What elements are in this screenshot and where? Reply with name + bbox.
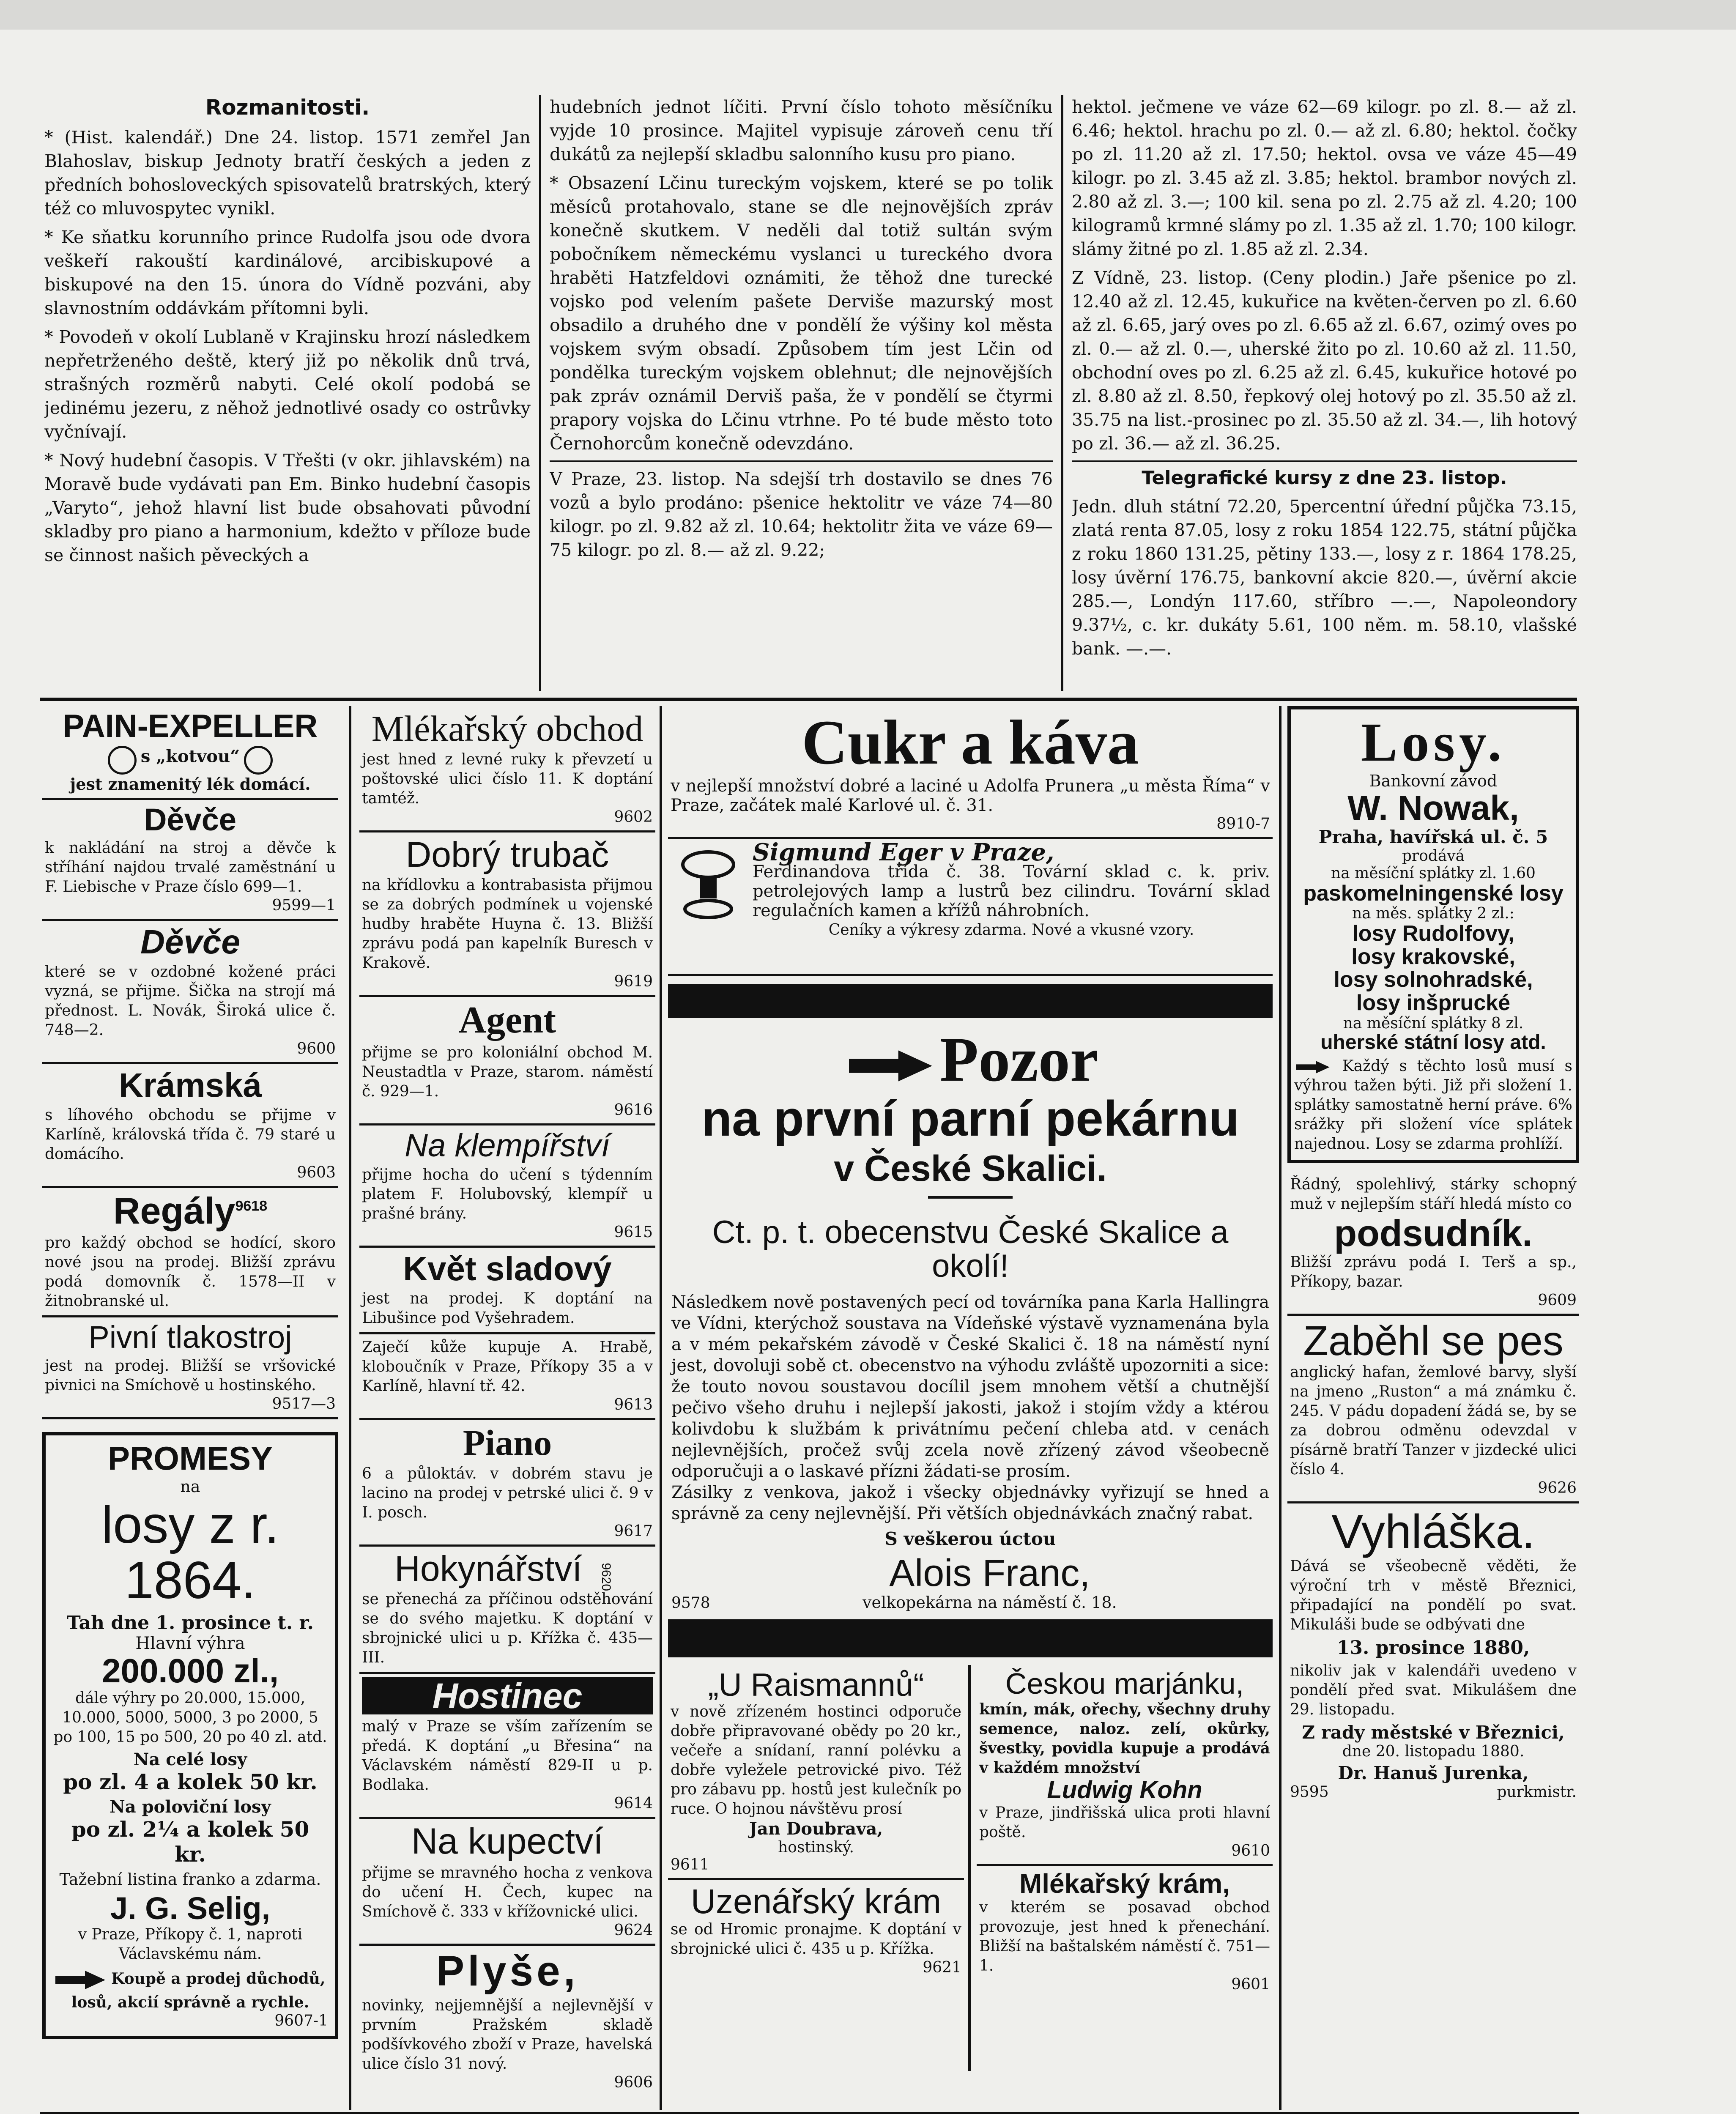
ad-number: 9613 xyxy=(614,1396,653,1413)
black-band xyxy=(668,984,1273,1018)
anchor-icon xyxy=(244,746,273,775)
ad-text: po zl. 4 a kolek 50 kr. xyxy=(63,1769,318,1794)
ad-text: pro každý obchod se hodící, skoro nové jsou na prodej. Bližší zprávu podá domovník č. 1578—II v žitnobranské ul. xyxy=(45,1234,336,1310)
ad-text: novinky, nejjemnější a nejlevnější v prvním Pražském skladě podšívkového zboží v Praze, havelská ulice číslo 31 nový. xyxy=(362,1996,653,2073)
ad-number: 9626 xyxy=(1538,1479,1577,1497)
ad-text: jest hned z levné ruky k převzetí u poštovské ulici číslo 11. K doptání tamtéž. xyxy=(362,751,653,808)
ad-devce-1 xyxy=(42,800,338,921)
ad-firm: Alois Franc, xyxy=(889,1552,1090,1594)
ad-pekarna xyxy=(668,1024,1273,1612)
ad-text: Ferdinandova třída č. 38. Tovární sklad c. k. priv. petrolejových lamp a lustrů bez cilindru. Tovární sklad regulačních kamen a křížů náhrobních. xyxy=(753,862,1270,920)
ad-uzenarsky-kram xyxy=(668,1880,964,1981)
ad-headline: Cukr a káva xyxy=(802,707,1139,778)
ad-headline: Hostinec xyxy=(362,1677,653,1714)
ad-number: 9595 xyxy=(1290,1783,1329,1801)
ad-text: jest na prodej. Bližší se vršovické pivnici na Smíchově u hostinského. xyxy=(45,1357,336,1394)
ad-text: jest znamenitý lék domácí. xyxy=(70,774,311,794)
column-rule xyxy=(349,706,351,2110)
ad-headline: Na kupectví xyxy=(411,1821,604,1862)
ad-text: Zásilky z venkova, jakož i všecky objednávky vyřizují se hned a správně za ceny nejlevnější. Při větších objednávkách značný rabat. xyxy=(671,1482,1269,1523)
ad-number: 9624 xyxy=(614,1921,653,1939)
ad-text: dne 20. listopadu 1880. xyxy=(1342,1742,1525,1760)
section-divider xyxy=(40,698,1577,701)
news-item: * Ke sňatku korunního prince Rudolfa jsou ode dvora veškeří rakouští kardinálové, arcibiskupové a biskupové na den 15. února do Vídně pozváni, aby slavnostním oddávkám přítomni byli. xyxy=(44,227,531,318)
ad-headline: Pivní tlakostroj xyxy=(88,1319,292,1355)
ad-text: prodává xyxy=(1402,847,1465,865)
ad-plyse xyxy=(359,1946,655,2096)
ad-headline: Uzenářský krám xyxy=(690,1882,942,1921)
ad-text: Tažební listina franko a zdarma. xyxy=(59,1870,321,1889)
telegraph-heading: Telegrafické kursy z dne 23. listop. xyxy=(1142,467,1507,489)
ad-text: Zaječí kůže kupuje A. Hrabě, kloboučník v Praze, Příkopy 35 a v Karlíně, hlavní tř. 42. xyxy=(362,1338,653,1395)
section-heading: Rozmanitosti. xyxy=(205,95,370,120)
ad-text: které se v ozdobné kožené práci vyzná, se přijme. Šička na strojí má přednost. L. Novák, Široká ulice č. 748—2. xyxy=(45,963,336,1039)
ad-agent xyxy=(359,997,655,1125)
ad-text: na měsíční splátky zl. 1.60 xyxy=(1331,864,1536,882)
ad-text: losy krakovské, xyxy=(1351,944,1515,969)
ad-number: 9603 xyxy=(297,1164,336,1182)
scan-top-edge xyxy=(0,0,1736,30)
ad-cukr-a-kava xyxy=(668,706,1273,839)
ad-text: Bankovní závod xyxy=(1369,771,1498,790)
ad-zabehl-se-pes xyxy=(1287,1316,1579,1503)
ad-number: 9607-1 xyxy=(274,2012,328,2029)
ad-number: 9611 xyxy=(671,1856,709,1874)
ad-headline: Děvče xyxy=(144,802,237,837)
ad-text: Následkem nově postavených pecí od továrníka pana Karla Hallingra ve Vídni, kterýchož soustava na Vídeňské výstavě vyznamenána byla a v mém pekařském závodě v České Skalici č. 18 na náměstí nyní jest, dovoluji sobě ct. obecenstvo na výhodu zvláště upozorniti a sice: že touto novou soustavou docílil jsem mnohem větší a chutnější pečivo všeho druhu i nejlepší jakosti, jakož i stojím vždy a ktérou kolivdobu k službám k privátnímu pečení chleba atd. v cenách nejlevnějších, pročež svůj zcela nově zřízený závod všeobecně odporučuji a o laskavé přízni žádati-se prosím. xyxy=(671,1292,1269,1481)
ad-mlekarsky-kram xyxy=(977,1866,1273,1998)
ad-number: 8910-7 xyxy=(1216,815,1270,832)
ad-headline: Ct. p. t. obecenstvu České Skalice a okolí! xyxy=(712,1214,1229,1284)
news-column-3 xyxy=(1072,95,1577,691)
ad-text: s líhového obchodu se přijme v Karlíně, královská třída č. 79 staré u domácího. xyxy=(45,1106,336,1163)
ad-hostinec xyxy=(359,1674,655,1819)
ad-number: 9601 xyxy=(1231,1975,1270,1993)
ad-text: uherské státní losy atd. xyxy=(1320,1031,1546,1054)
ad-number: 9621 xyxy=(923,1959,961,1977)
ad-text: na křídlovku a kontrabasista přijmou se za dobrých podmínek u vojenské hudby hraběte Huyna č. 13. Bližší zprávu podá pan kapelník Buresch v Krakově. xyxy=(362,876,653,972)
ad-text: kmín, mák, ořechy, všechny druhy semence, naloz. zelí, okůrky, švestky, povidla kupuje a prodává v každém množství xyxy=(979,1700,1270,1777)
ad-text: losy solnohradské, xyxy=(1333,967,1533,992)
ad-text: Tah dne 1. prosince t. r. xyxy=(67,1612,314,1634)
ad-text: Bližší zprávu podá I. Terš a sp., Příkopy, bazar. xyxy=(1290,1254,1577,1291)
telegraph-rates: Jedn. dluh státní 72.20, 5percentní úřední půjčka 73.15, zlatá renta 87.05, losy z roku 1854 122.75, státní půjčka z roku 1860 131.25, pětiny 133.—, losy z r. 1864 178.25, losy úvěrní 176.75, bankovní akcie 820.—, úvěrní akcie 285.—, Londýn 117.60, stříbro —.—, Napoleondory 9.37½, c. kr. dukáty 5.61, 100 něm. m. 58.10, vlašské bank. —.—. xyxy=(1072,496,1577,659)
ad-number: 9578 xyxy=(671,1594,710,1612)
ad-headline: Losy. xyxy=(1361,712,1506,773)
ad-number: 9619 xyxy=(614,973,653,991)
ad-headline: „U Raismannů“ xyxy=(708,1667,924,1703)
ad-pain-expeller xyxy=(42,706,338,800)
ad-headline: Květ sladový xyxy=(403,1249,612,1287)
ad-text: Ceníky a výkresy zdarma. Nové a vkusné vzory. xyxy=(828,921,1194,939)
column-rule xyxy=(539,95,541,691)
ad-text: přijme se pro koloniální obchod M. Neustadtla v Praze, starom. náměstí č. 929—1. xyxy=(362,1043,653,1100)
pointing-hand-icon xyxy=(1294,1059,1332,1076)
ad-number: 9602 xyxy=(614,808,653,826)
news-item: * Povodeň v okolí Lublaně v Krajinsku hrozí následkem nepřetrženého deště, který již po několik dnů trvá, strašných rozměrů nabyti. Celé okolí podobá se jedinému jezeru, z něhož jednotlivé osady co ostrůvky vyčnívají. xyxy=(44,327,531,442)
bottom-rule xyxy=(40,2112,1579,2114)
ad-number: 9609 xyxy=(1538,1292,1577,1309)
news-item: * Nový hudební časopis. V Třešti (v okr. jihlavském) na Moravě bude vydávati pan Em. Binko hudební časopis „Varyto“, jehož hlavní list bude obsahovati původní skladby pro piano a harmonium, kdežto v příloze bude se činnost našich pěveckých a xyxy=(44,450,531,565)
news-item: * (Hist. kalendář.) Dne 24. listop. 1571 zemřel Jan Blahoslav, biskup Jednoty bratří českých a jeden z předních bohosloveckých spisovatelů bratrských, který též co mluvospytec vynikl. xyxy=(44,127,531,219)
ad-text: losy inšprucké xyxy=(1356,990,1511,1015)
ad-text: v Praze, jindřišská ulica proti hlavní poště. xyxy=(979,1804,1270,1841)
market-report: hektol. ječmene ve váze 62—69 kilogr. po zl. 8.— až zl. 6.46; hektol. hrachu po zl. 0.— až zl. 6.80; hektol. čočky po zl. 11.20 až zl. 17.50; hektol. ovsa ve váze 45—49 kilogr. po zl. 3.45 až zl. 3.85; hektol. brambor nových zl. 2.80 až zl. 3.—; 100 kil. sena po zl. 2.75 až zl. 4.20; 100 kilogramů krmné slámy po zl. 1.35 až zl. 1.70; 100 kilogr. slámy žitné po zl. 1.85 až zl. 2.34. xyxy=(1072,97,1577,259)
ad-text: s „kotvou“ xyxy=(140,746,240,767)
ad-ceska-marjanka xyxy=(977,1665,1273,1866)
ad-devce-2 xyxy=(42,921,338,1064)
ad-text: se přenechá za příčinou odstěhování se do svého majetku. K doptání v sbrojnické ulici u p. Křížka č. 435—III. xyxy=(362,1591,653,1667)
ads-column-2 xyxy=(359,706,655,2110)
ad-text: hostinský. xyxy=(778,1839,854,1857)
ad-headline: Pozor xyxy=(939,1024,1098,1095)
ad-text: přijme hocha do učení s týdenním platem F. Holubovský, klempíř u prašné brány. xyxy=(362,1166,653,1222)
ad-text: Praha, havířská ul. č. 5 xyxy=(1318,826,1548,847)
ad-headline: 200.000 zl., xyxy=(101,1651,279,1690)
ad-headline: PROMESY xyxy=(107,1439,273,1477)
ad-text: Řádný, spolehlivý, stárky schopný muž v nejlepším stáří hledá místo co xyxy=(1290,1175,1577,1213)
ad-regaly xyxy=(42,1188,338,1317)
ad-dobry-trubac xyxy=(359,832,655,997)
ad-headline: Agent xyxy=(459,999,556,1041)
ad-u-raismannu xyxy=(668,1665,964,1880)
ad-text: na xyxy=(180,1477,200,1496)
ad-mlekarsky-obchod xyxy=(359,706,655,832)
ad-kvet-sladovy xyxy=(359,1248,655,1334)
ad-sigmund-eger xyxy=(668,839,1273,976)
ad-text: 6 a půloktáv. v dobrém stavu je lacino na prodej v petrské ulici č. 9 v I. posch. xyxy=(362,1465,653,1522)
ad-headline: na první parní pekárnu xyxy=(701,1091,1240,1147)
ad-text: Na celé losy xyxy=(133,1749,247,1769)
item-rule xyxy=(1072,460,1577,462)
ad-headline: Regály xyxy=(113,1190,235,1232)
ad-headline: Mlékařský krám, xyxy=(1019,1868,1230,1899)
ad-text: v nejlepší množství dobré a laciné u Adolfa Prunera „u města Říma“ v Praze, začátek malé Karlové ul. č. 31. xyxy=(671,776,1270,815)
ad-headline: Piano xyxy=(463,1422,552,1463)
column-rule xyxy=(1061,95,1063,691)
news-column-2 xyxy=(550,95,1053,691)
ad-text: dále výhry po 20.000, 15.000, 10.000, 5000, 5000, 3 po 2000, 5 po 100, 15 po 500, 20 po 40 zl. atd. xyxy=(53,1689,327,1746)
ad-headline: Zaběhl se pes xyxy=(1303,1317,1563,1364)
ad-text: anglický hafan, žemlové barvy, slyší na jmeno „Ruston“ a má známku č. 245. V pádu dopadení žádá se, by se za dobrou odměnu odevzdal v písárně bratří Tanzer v jizdecké ulici číslo 4. xyxy=(1290,1364,1577,1479)
ad-number: 9615 xyxy=(614,1223,653,1241)
lamp-icon xyxy=(676,848,740,920)
ad-text: k nakládání na stroj a děvče k stříhání najdou trvalé zaměstnání u F. Liebische v Praze číslo 699—1. xyxy=(45,839,336,896)
ad-text: Koupě a prodej důchodů, losů, akcií správně a rychle. xyxy=(71,1969,326,2011)
ad-text: jest na prodej. K doptání na Libušince pod Vyšehradem. xyxy=(362,1290,653,1327)
ad-losy xyxy=(1287,706,1579,1163)
ad-text: velkopekárna na náměstí č. 18. xyxy=(863,1593,1117,1612)
ad-text: paskomelningenské losy xyxy=(1303,881,1563,906)
ad-number: 9617 xyxy=(614,1523,653,1540)
ad-text: v nově zřízeném hostinci odporuče dobře připravované obědy po 20 kr., večeře a snídaní, ranní polévku a dobře vyležele petrovické pivo. Též pro zábavu pp. hostů jest kulečník po ruce. O hojnou návštěvu prosí xyxy=(671,1703,961,1818)
ad-text: na měsíční splátky 8 zl. xyxy=(1343,1014,1524,1032)
ad-text: na měs. splátky 2 zl.: xyxy=(1352,905,1514,923)
ad-headline: podsudník. xyxy=(1334,1212,1533,1254)
ad-na-klempirstvi xyxy=(359,1125,655,1248)
ad-headline: Hokynářství xyxy=(394,1549,582,1589)
ad-firm: Sigmund Eger v Praze, xyxy=(753,839,1054,866)
ad-number: 9599—1 xyxy=(272,897,336,915)
ad-text: se od Hromic pronajme. K doptání v sbrojnické ulici č. 435 u p. Křížka. xyxy=(671,1921,961,1958)
ad-text: Z rady městské v Březnici, xyxy=(1302,1722,1565,1743)
ad-text: 13. prosince 1880, xyxy=(1336,1637,1530,1659)
item-rule xyxy=(550,460,1053,462)
ad-firm: J. G. Selig, xyxy=(110,1890,271,1926)
ad-number: 9517—3 xyxy=(272,1395,336,1413)
ad-number: 9618 xyxy=(235,1198,268,1215)
ornament-rule xyxy=(928,1196,1013,1199)
ad-headline: Dobrý trubač xyxy=(405,835,609,875)
ad-kramska xyxy=(42,1064,338,1188)
news-item: * Obsazení Lčinu tureckým vojskem, které se po tolik měsíců protahovalo, stane se dle nejnovějších zpráv konečně skutkem. V neděli dal totiž sultán svým pobočníkem německému vyslanci u tureckého dvora hraběti Hatzfeldovi oznámiti, že těhož dne turecké vojsko pod velením pašete Derviše mazurský most obsadilo a druhého dne v pondělí že výšiny kol města vojskem svým obsadí. Způsobem tím jest Lčin od pondělka tureckým vojskem oblehnut; dle nejnovějších pak zpráv oznámil Derviš paša, že v pondělí se čtyrmi prapory vojska do Lčinu vtrhne. Po té bude město toto Černohorcům konečně odevzdáno. xyxy=(550,173,1053,454)
ad-number: 9610 xyxy=(1231,1842,1270,1859)
ad-pivni-tlakostroj xyxy=(42,1317,338,1419)
pointing-hand-icon xyxy=(55,1967,106,1993)
market-report: Z Vídně, 23. listop. (Ceny plodin.) Jaře pšenice po zl. 12.40 až zl. 12.45, kukuřice na květen-červen po zl. 6.60 až zl. 6.65, jarý oves po zl. 6.65 až zl. 6.67, ozimý oves po zl. 0.— až zl. 0.—, uherské žito po zl. 10.60 až zl. 11.50, obchodní oves po zl. 6.25 až zl. 6.45, kukuřice hotové po zl. 8.80 až zl. 8.50, řepkový olej hotový po zl. 35.50 až zl. 35.75 na list.-prosinec po zl. 35.50 až zl. 34.—, lih hotový po zl. 36.— až zl. 36.25. xyxy=(1072,268,1577,454)
column-rule xyxy=(660,706,662,2110)
ad-firm: Ludwig Kohn xyxy=(1047,1776,1202,1804)
column-rule xyxy=(1279,706,1281,2110)
ad-text: losy Rudolfovy, xyxy=(1352,921,1514,946)
ad-headline: losy z r. 1864. xyxy=(101,1496,279,1610)
ad-piano xyxy=(359,1420,655,1547)
ad-text: S veškerou úctou xyxy=(884,1528,1056,1549)
ad-firm: W. Nowak, xyxy=(1347,789,1519,827)
ad-headline: Vyhláška. xyxy=(1331,1505,1535,1558)
ad-firm: Jan Doubrava, xyxy=(749,1819,883,1839)
ad-headline: PAIN-EXPELLER xyxy=(63,708,318,744)
ad-headline: Děvče xyxy=(140,923,240,961)
ad-hokynarstvi xyxy=(359,1547,655,1674)
ad-vyhlaska xyxy=(1287,1503,1579,1805)
ad-number: 9600 xyxy=(297,1040,336,1058)
ad-text: Dává se všeobecně věděti, že výroční trh v městě Březnici, připadající na pondělí po svat. Mikuláši bude se odbývati dne xyxy=(1290,1557,1577,1633)
ad-text: Na poloviční losy xyxy=(110,1796,271,1817)
anchor-icon xyxy=(108,746,137,775)
ad-text: purkmistr. xyxy=(1497,1783,1577,1801)
ad-headline: Českou marjánku, xyxy=(1005,1667,1244,1701)
news-column-1 xyxy=(44,95,531,691)
ad-headline: Mlékařský obchod xyxy=(371,708,643,749)
ad-headline: Krámská xyxy=(118,1066,262,1104)
ad-text: Hlavní výhra xyxy=(135,1633,245,1653)
ad-promesy xyxy=(42,1432,338,2039)
news-item: hudebních jednot líčiti. První číslo tohoto měsíčníku vyjde 10 prosince. Majitel vypisuje zároveň cenu tří dukátů za nejlepší skladbu salonního kusu pro piano. xyxy=(550,97,1053,164)
ad-text: v kterém se posavad obchod provozuje, jest hned k přenechání. Bližší na baštalském náměstí č. 751—1. xyxy=(979,1898,1270,1974)
market-report: V Praze, 23. listop. Na sdejší trh dostavilo se dnes 76 vozů a bylo prodáno: pšenice hektolitr ve váze 74—80 kilogr. po zl. 9.82 až zl. 10.64; hektolitr žita ve váze 69—75 kilogr. po zl. 8.— až zl. 9.22; xyxy=(550,469,1053,560)
ad-number: 9616 xyxy=(614,1101,653,1119)
ad-headline: Na klempířství xyxy=(405,1127,610,1164)
ads-center xyxy=(668,706,1273,2110)
ad-number: 9614 xyxy=(614,1795,653,1813)
ad-na-kupectvi xyxy=(359,1819,655,1945)
ads-column-right xyxy=(1287,706,1579,2110)
ads-column-1 xyxy=(42,706,338,2110)
ad-text: nikoliv jak v kalendáři uvedeno v pondělí před svat. Mikulášem dne 29. listopadu. xyxy=(1290,1662,1577,1718)
black-band xyxy=(668,1619,1273,1657)
ad-podsudnik xyxy=(1287,1172,1579,1316)
ad-text: v Praze, Příkopy č. 1, naproti Václavskému nám. xyxy=(78,1925,303,1963)
ad-headline: Plyše, xyxy=(436,1947,579,1995)
ad-text: Každý s těchto losů musí s výhrou tažen býti. Již při složení 1. splátky samostatně herní práve. 6% srážky při složení více splátek najednou. Losy se zdarma prohlíží. xyxy=(1294,1057,1572,1153)
ad-text: po zl. 2¼ a kolek 50 kr. xyxy=(71,1816,309,1867)
ad-text: malý v Praze se vším zařízením se předá. K doptání „u Břesina“ na Václavském náměstí 829-II u p. Bodlaka. xyxy=(362,1718,653,1794)
ad-zajeci-kuze xyxy=(359,1334,655,1420)
ad-number: 9606 xyxy=(614,2073,653,2091)
ad-firm: Dr. Hanuš Jurenka, xyxy=(1338,1762,1529,1783)
pointing-hand-icon xyxy=(843,1045,940,1087)
ad-headline: v České Skalici. xyxy=(834,1148,1107,1189)
ad-text: přijme se mravného hocha z venkova do učení H. Čech, kupec na Smíchově č. 333 v křížovnické ulici. xyxy=(362,1864,653,1920)
ad-number: 9620 xyxy=(599,1563,613,1591)
